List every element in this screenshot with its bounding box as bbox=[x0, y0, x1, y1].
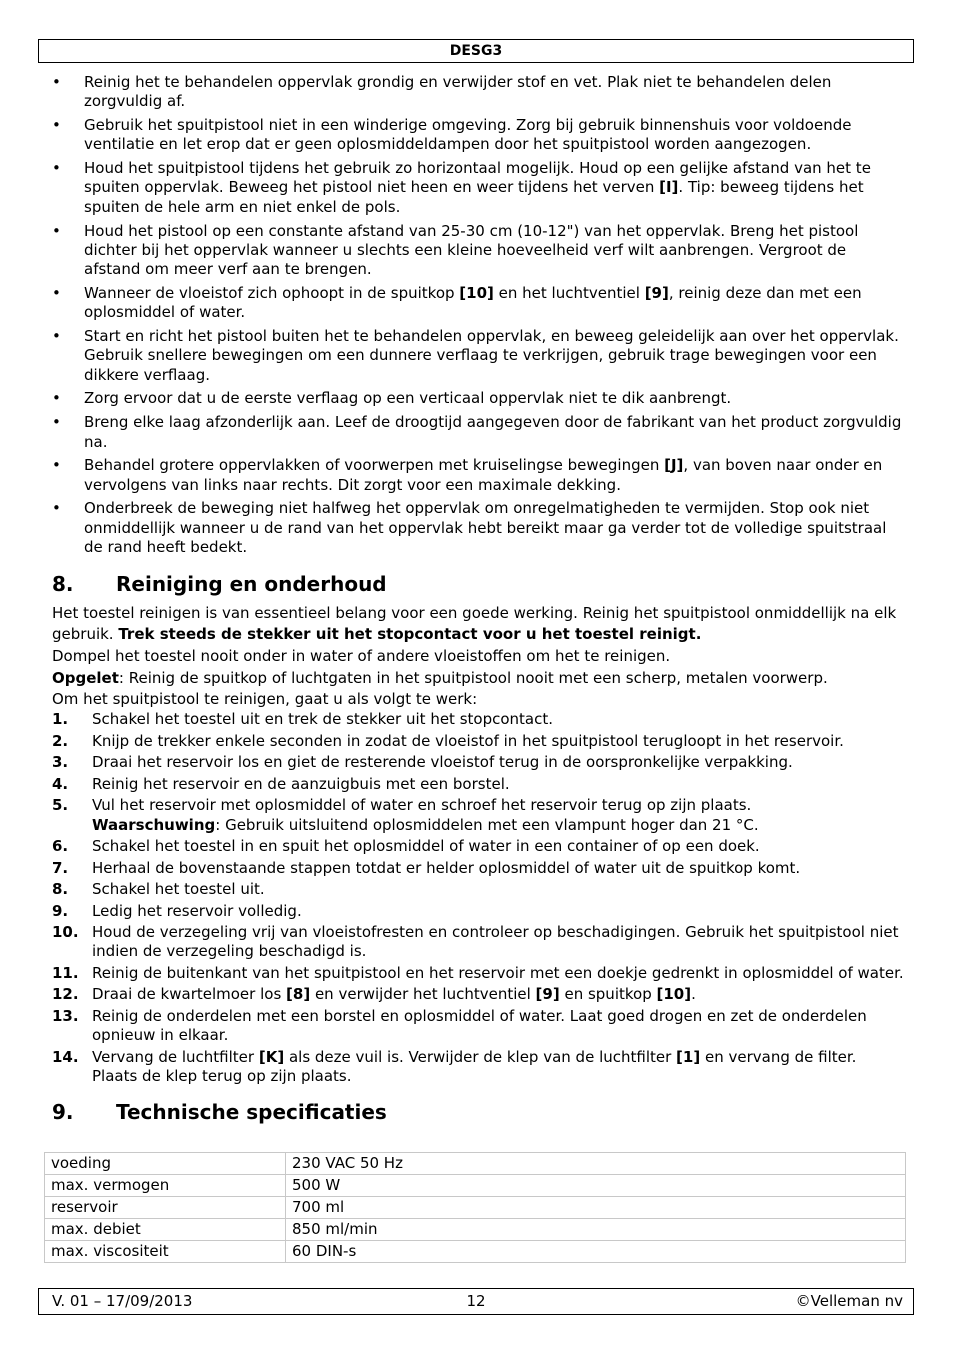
text-run: Reinig het reservoir en de aanzuigbuis met een borstel. bbox=[92, 774, 510, 793]
bullet-item bbox=[52, 413, 904, 452]
step-item bbox=[52, 1048, 904, 1087]
text-run: en het luchtventiel bbox=[493, 283, 645, 302]
spec-value: 700 ml bbox=[286, 1197, 906, 1219]
section-number: 9. bbox=[52, 1100, 74, 1125]
bullet-icon: • bbox=[52, 389, 61, 408]
text-run: Houd de verzegeling vrij van vloeistofresten en controleer op beschadigingen. Gebruik het spuitpistool niet indien de verzegeling beschadigd is. bbox=[92, 922, 899, 961]
text-run: Het toestel reinigen is van essentieel belang voor een goede werking. Reinig het spuitpistool onmiddellijk na elk gebruik. bbox=[52, 604, 897, 644]
bold-text: [10] bbox=[656, 985, 692, 1004]
step-number: 9. bbox=[52, 901, 69, 920]
step-number: 8. bbox=[52, 880, 69, 899]
bullet-item bbox=[52, 499, 904, 557]
step-number: 6. bbox=[52, 837, 69, 856]
step-item bbox=[52, 859, 904, 878]
table-row bbox=[45, 1197, 906, 1219]
text-run: als deze vuil is. Verwijder de klep van de luchtfilter bbox=[284, 1047, 677, 1066]
bullet-item bbox=[52, 284, 904, 323]
bold-text: [I] bbox=[659, 178, 679, 197]
step-item bbox=[52, 902, 904, 921]
text-run: , reinig deze dan met een oplosmiddel of water. bbox=[84, 283, 862, 322]
text-run: Vul het reservoir met oplosmiddel of water en schroef het reservoir terug op zijn plaats. bbox=[92, 796, 752, 815]
text-run: . Tip: beweeg tijdens het spuiten de hele arm en niet enkel de pols. bbox=[84, 178, 864, 216]
step-number: 3. bbox=[52, 753, 69, 772]
bold-text: Trek steeds de stekker uit het stopcontact voor u het toestel reinigt. bbox=[118, 625, 702, 644]
bullet-item bbox=[52, 389, 904, 408]
section-8-para-3 bbox=[52, 667, 904, 689]
bullet-icon: • bbox=[52, 456, 61, 475]
spec-label: max. debiet bbox=[45, 1219, 286, 1241]
step-number: 12. bbox=[52, 985, 79, 1004]
text-run: . bbox=[691, 985, 696, 1004]
step-number: 14. bbox=[52, 1047, 79, 1066]
bullet-icon: • bbox=[52, 73, 61, 91]
step-item bbox=[52, 732, 904, 751]
bullet-item bbox=[52, 116, 904, 155]
step-number: 5. bbox=[52, 796, 69, 815]
table-row bbox=[45, 1219, 906, 1241]
step-item bbox=[52, 796, 904, 835]
cleaning-steps bbox=[52, 710, 904, 1086]
text-run: : Gebruik uitsluitend oplosmiddelen met een vlampunt hoger dan 21 °C. bbox=[215, 815, 759, 834]
copyright: ©Velleman nv bbox=[795, 1292, 903, 1310]
step-item bbox=[52, 964, 904, 983]
spec-value: 850 ml/min bbox=[286, 1219, 906, 1241]
text-run: , van boven naar onder en vervolgens van links naar rechts. Dit zorgt voor een maximale dekking. bbox=[84, 456, 883, 494]
text-run: Houd het pistool op een constante afstand van 25-30 cm (10-12") van het oppervlak. Breng het pistool dichter bij het oppervlak wanneer u slechts een kleine hoeveelheid verf wilt aanbrengen. Vergroot de afstand om meer verf aan te brengen. bbox=[84, 221, 859, 279]
step-number: 10. bbox=[52, 922, 79, 941]
page-number: 12 bbox=[466, 1292, 486, 1310]
model-code: DESG3 bbox=[449, 43, 503, 59]
bold-text: [9] bbox=[644, 283, 669, 302]
section-8-heading bbox=[52, 571, 904, 597]
text-run: Zorg ervoor dat u de eerste verflaag op een verticaal oppervlak niet te dik aanbrengt. bbox=[84, 389, 732, 408]
table-row bbox=[45, 1153, 906, 1175]
text-run: en verwijder het luchtventiel bbox=[310, 985, 536, 1004]
section-9-heading bbox=[52, 1099, 904, 1125]
step-item bbox=[52, 753, 904, 772]
text-run: Onderbreek de beweging niet halfweg het oppervlak om onregelmatigheden te vermijden. Stop ook niet onmiddellijk wanneer u de rand van het oppervlak hebt bereikt maar ga verder tot de volledige spuitstraal de rand heeft bedekt. bbox=[84, 499, 887, 557]
section-title: Reiniging en onderhoud bbox=[116, 572, 387, 597]
text-run: Start en richt het pistool buiten het te behandelen oppervlak, en beweeg geleidelijk aan over het oppervlak. Gebruik snellere bewegingen om een dunnere verflaag te verkrijgen, gebruik trage bewegingen voor een dikkere verflaag. bbox=[84, 327, 899, 384]
bold-text: [8] bbox=[286, 985, 311, 1004]
bullet-icon: • bbox=[52, 221, 61, 240]
section-8-para-4 bbox=[52, 689, 904, 710]
section-title: Technische specificaties bbox=[116, 1100, 387, 1125]
step-item bbox=[52, 985, 904, 1004]
step-number: 11. bbox=[52, 963, 79, 982]
text-run: Behandel grotere oppervlakken of voorwerpen met kruiselingse bewegingen bbox=[84, 456, 665, 475]
text-run: Herhaal de bovenstaande stappen totdat er helder oplosmiddel of water uit de spuitkop komt. bbox=[92, 858, 801, 877]
text-run: Schakel het toestel uit. bbox=[92, 880, 265, 899]
table-row bbox=[45, 1175, 906, 1197]
bullet-item bbox=[52, 327, 904, 385]
text-run: : Reinig de spuitkop of luchtgaten in het spuitpistool nooit met een scherp, metalen voorwerp. bbox=[118, 669, 828, 688]
text-run: Dompel het toestel nooit onder in water of andere vloeistoffen om het te reinigen. bbox=[52, 647, 671, 666]
bullet-icon: • bbox=[52, 283, 61, 302]
bold-text: [K] bbox=[258, 1047, 285, 1066]
bold-text: [9] bbox=[535, 985, 560, 1004]
bullet-icon: • bbox=[52, 159, 61, 178]
step-item bbox=[52, 710, 904, 729]
bold-text: Opgelet bbox=[52, 669, 119, 688]
bullet-icon: • bbox=[52, 499, 61, 518]
step-number: 13. bbox=[52, 1006, 79, 1025]
page-content bbox=[52, 73, 904, 1131]
spec-label: voeding bbox=[45, 1153, 286, 1175]
step-number: 7. bbox=[52, 858, 69, 877]
text-run: Ledig het reservoir volledig. bbox=[92, 901, 302, 920]
bullet-icon: • bbox=[52, 327, 61, 346]
text-run: Wanneer de vloeistof zich ophoopt in de spuitkop bbox=[84, 283, 460, 302]
page-header bbox=[38, 39, 914, 63]
text-run: en vervang de filter. Plaats de klep terug op zijn plaats. bbox=[92, 1047, 857, 1085]
text-run: Breng elke laag afzonderlijk aan. Leef de droogtijd aangegeven door de fabrikant van het product zorgvuldig na. bbox=[84, 413, 902, 451]
step-item bbox=[52, 880, 904, 899]
bullet-item bbox=[52, 159, 904, 217]
text-run: Draai het reservoir los en giet de resterende vloeistof terug in de oorspronkelijke verpakking. bbox=[92, 753, 793, 772]
spec-value: 230 VAC 50 Hz bbox=[286, 1153, 906, 1175]
bullet-icon: • bbox=[52, 116, 61, 135]
text-run: Schakel het toestel in en spuit het oplosmiddel of water in een container of op een doek. bbox=[92, 837, 760, 856]
spec-value: 60 DIN-s bbox=[286, 1241, 906, 1263]
spec-value: 500 W bbox=[286, 1175, 906, 1197]
bullet-icon: • bbox=[52, 413, 61, 432]
bold-text: [J] bbox=[664, 456, 684, 475]
step-item bbox=[52, 923, 904, 962]
text-run: en spuitkop bbox=[559, 985, 657, 1004]
version-date: V. 01 – 17/09/2013 bbox=[52, 1292, 193, 1310]
text-run: Draai de kwartelmoer los bbox=[92, 985, 287, 1004]
bullet-item bbox=[52, 456, 904, 495]
text-run: Houd het spuitpistool tijdens het gebruik zo horizontaal mogelijk. Houd op een gelijke afstand van het te spuiten oppervlak. Beweeg het pistool niet heen en weer tijdens het verven bbox=[84, 159, 871, 197]
text-run: Om het spuitpistool te reinigen, gaat u als volgt te werk: bbox=[52, 690, 478, 709]
bold-text: [1] bbox=[676, 1047, 701, 1066]
step-number: 1. bbox=[52, 710, 69, 729]
spec-label: max. viscositeit bbox=[45, 1241, 286, 1263]
text-run: Gebruik het spuitpistool niet in een winderige omgeving. Zorg bij gebruik binnenshuis voor voldoende ventilatie en let erop dat er geen oplosmiddeldampen door het spuitpistool worden aangezogen. bbox=[84, 116, 852, 154]
text-run: Vervang de luchtfilter bbox=[92, 1047, 259, 1066]
section-number: 8. bbox=[52, 572, 74, 597]
bullet-item bbox=[52, 222, 904, 280]
bold-text: Waarschuwing bbox=[92, 815, 216, 834]
spec-label: reservoir bbox=[45, 1197, 286, 1219]
text-run: Reinig de onderdelen met een borstel en oplosmiddel of water. Laat goed drogen en zet de onderdelen opnieuw in elkaar. bbox=[92, 1006, 867, 1045]
instruction-bullets bbox=[52, 73, 904, 557]
text-run: Schakel het toestel uit en trek de stekker uit het stopcontact. bbox=[92, 710, 553, 729]
step-item bbox=[52, 775, 904, 794]
table-row bbox=[45, 1241, 906, 1263]
section-8-para-2 bbox=[52, 645, 904, 667]
step-item bbox=[52, 1007, 904, 1046]
step-item bbox=[52, 837, 904, 856]
step-number: 2. bbox=[52, 731, 69, 750]
step-number: 4. bbox=[52, 774, 69, 793]
text-run: Knijp de trekker enkele seconden in zodat de vloeistof in het spuitpistool terugloopt in het reservoir. bbox=[92, 731, 844, 750]
text-run: Reinig de buitenkant van het spuitpistool en het reservoir met een doekje gedrenkt in oplosmiddel of water. bbox=[92, 963, 904, 982]
bold-text: [10] bbox=[459, 283, 494, 302]
text-run: Reinig het te behandelen oppervlak grondig en verwijder stof en vet. Plak niet te behandelen delen zorgvuldig af. bbox=[84, 73, 832, 111]
spec-table bbox=[44, 1152, 906, 1263]
section-8-intro bbox=[52, 603, 904, 645]
page-footer bbox=[38, 1288, 914, 1315]
spec-label: max. vermogen bbox=[45, 1175, 286, 1197]
bullet-item bbox=[52, 73, 904, 112]
